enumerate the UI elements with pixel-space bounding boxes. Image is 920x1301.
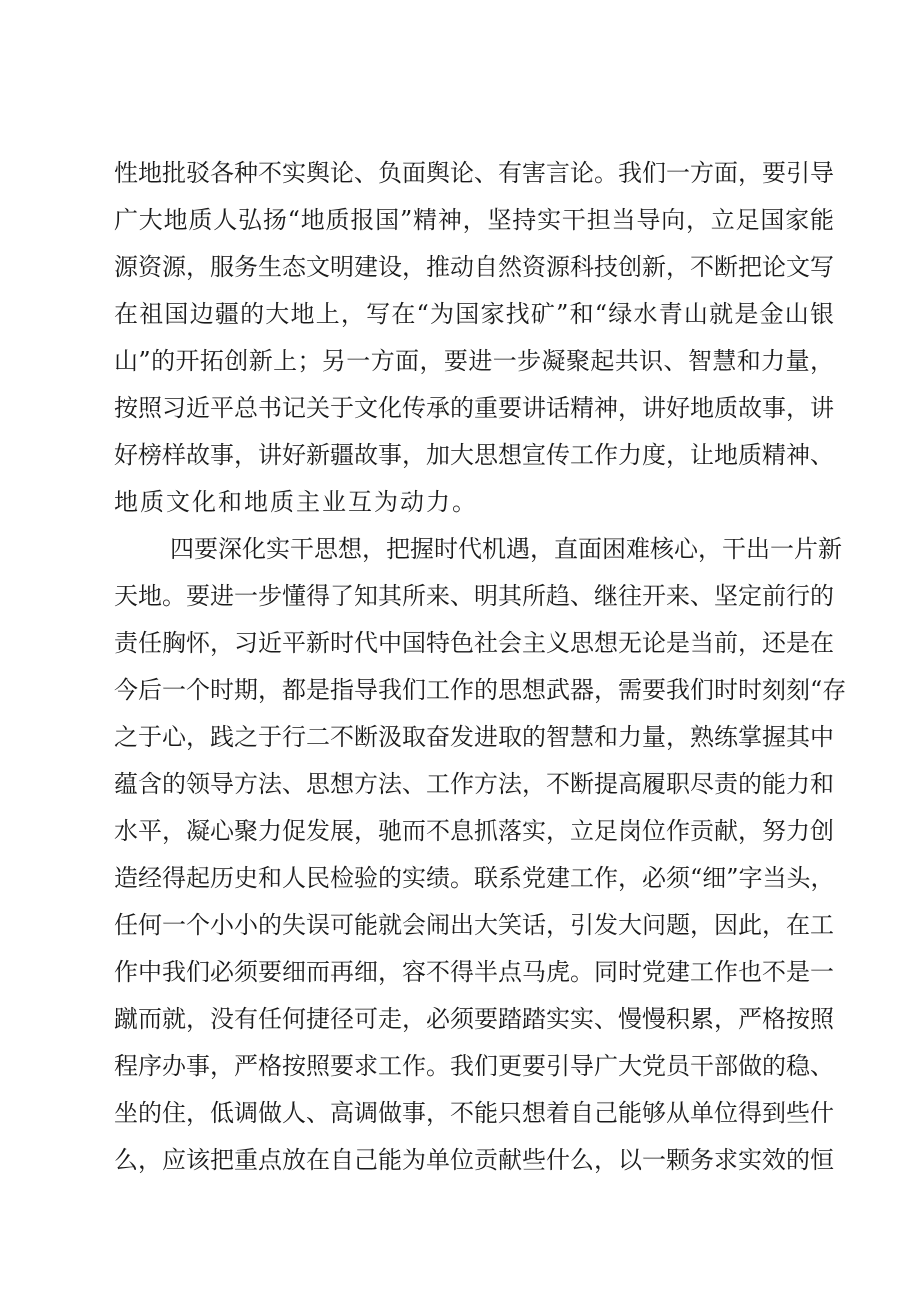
text-line: 之于心，践之于行二不断汲取奋发进取的智慧和力量，熟练掌握其中 (114, 723, 834, 751)
text-line: 蕴含的领导方法、思想方法、工作方法，不断提高履职尽责的能力和 (114, 770, 834, 798)
text-line: 广大地质人弘扬“地质报国”精神，坚持实干担当导向，立足国家能 (114, 206, 834, 234)
paragraph-1 (114, 150, 834, 526)
text-line: 在祖国边疆的大地上，写在“为国家找矿”和“绿水青山就是金山银 (114, 300, 834, 328)
text-line: 作中我们必须要细而再细，容不得半点马虎。同时党建工作也不是一 (114, 958, 834, 986)
text-line: 今后一个时期，都是指导我们工作的思想武器，需要我们时时刻刻“存 (114, 676, 847, 704)
text-line: 么，应该把重点放在自己能为单位贡献些什么，以一颗务求实效的恒 (114, 1146, 834, 1174)
text-line: 地质文化和地质主业互为动力。 (114, 488, 478, 516)
text-line: 水平，凝心聚力促发展，驰而不息抓落实，立足岗位作贡献，努力创 (114, 817, 834, 845)
text-line: 蹴而就，没有任何捷径可走，必须要踏踏实实、慢慢积累，严格按照 (114, 1005, 834, 1033)
text-line: 性地批驳各种不实舆论、负面舆论、有害言论。我们一方面，要引导 (114, 159, 834, 187)
text-line: 责任胸怀，习近平新时代中国特色社会主义思想无论是当前，还是在 (114, 629, 834, 657)
text-line: 四要深化实干思想，把握时代机遇，直面困难核心，干出一片新 (170, 535, 842, 563)
text-line: 按照习近平总书记关于文化传承的重要讲话精神，讲好地质故事，讲 (114, 394, 834, 422)
text-line: 造经得起历史和人民检验的实绩。联系党建工作，必须“细”字当头， (114, 864, 835, 892)
body-text (114, 150, 847, 1184)
text-line: 山”的开拓创新上；另一方面，要进一步凝聚起共识、智慧和力量， (114, 347, 834, 375)
text-line: 坐的住，低调做人、高调做事，不能只想着自己能够从单位得到些什 (114, 1099, 834, 1127)
text-line: 程序办事，严格按照要求工作。我们更要引导广大党员干部做的稳、 (114, 1052, 834, 1080)
text-line: 天地。要进一步懂得了知其所来、明其所趋、继往开来、坚定前行的 (114, 582, 834, 610)
text-line: 源资源，服务生态文明建设，推动自然资源科技创新，不断把论文写 (114, 253, 834, 281)
paragraph-2 (114, 526, 847, 1184)
text-line: 好榜样故事，讲好新疆故事，加大思想宣传工作力度，让地质精神、 (114, 441, 834, 469)
text-line: 任何一个小小的失误可能就会闹出大笑话，引发大问题，因此，在工 (114, 911, 834, 939)
